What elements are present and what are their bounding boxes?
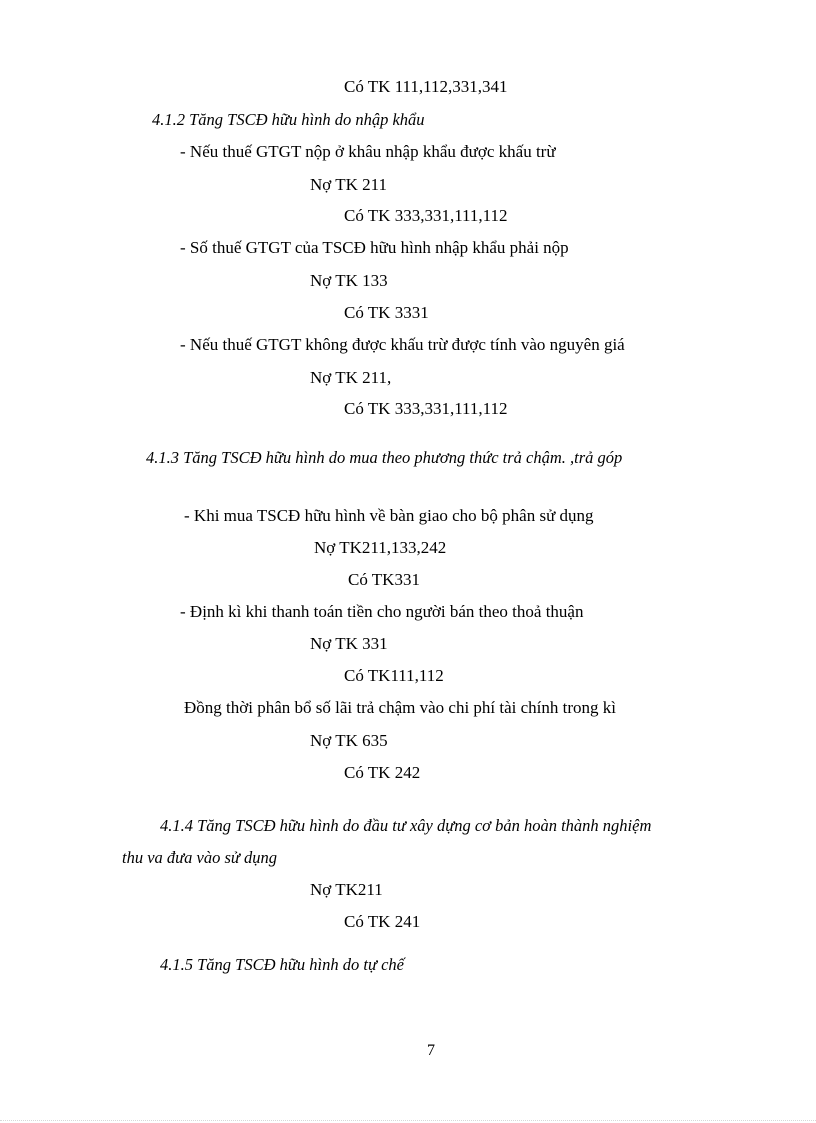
text-line: Nợ TK211 [310, 880, 383, 899]
text-line: Nợ TK 211 [310, 175, 387, 194]
text-line: Có TK331 [348, 570, 420, 589]
section-heading-4-1-2: 4.1.2 Tăng TSCĐ hữu hình do nhập khẩu [152, 110, 425, 129]
text-line: - Số thuế GTGT của TSCĐ hữu hình nhập khẩu phải nộp [180, 238, 569, 257]
text-line: - Nếu thuế GTGT nộp ở khâu nhập khẩu được khấu trừ [180, 142, 556, 161]
section-heading-4-1-4: 4.1.4 Tăng TSCĐ hữu hình do đầu tư xây dựng cơ bản hoàn thành nghiệm [160, 816, 652, 835]
text-line: Nợ TK211,133,242 [314, 538, 447, 557]
page-bottom-divider [0, 1120, 816, 1121]
text-line: Có TK 242 [344, 763, 421, 782]
text-line: Có TK 3331 [344, 303, 429, 322]
text-line: - Nếu thuế GTGT không được khấu trừ được tính vào nguyên giá [180, 335, 625, 354]
section-heading-4-1-4-continued: thu va đưa vào sử dụng [122, 848, 278, 867]
text-line: Nợ TK 133 [310, 271, 388, 290]
text-line: - Định kì khi thanh toán tiền cho người bán theo thoả thuận [180, 602, 584, 621]
text-line: Có TK 333,331,111,112 [344, 206, 508, 225]
section-heading-4-1-5: 4.1.5 Tăng TSCĐ hữu hình do tự chế [160, 955, 404, 974]
text-line: Đồng thời phân bổ số lãi trả chậm vào chi phí tài chính trong kì [184, 698, 617, 717]
text-line: - Khi mua TSCĐ hữu hình về bàn giao cho bộ phân sử dụng [184, 506, 594, 525]
text-line: Có TK 241 [344, 912, 421, 931]
text-line: Có TK 111,112,331,341 [344, 77, 508, 96]
section-heading-4-1-3: 4.1.3 Tăng TSCĐ hữu hình do mua theo phương thức trả chậm. ,trả góp [146, 448, 623, 467]
text-line: Có TK111,112 [344, 666, 444, 685]
text-line: Nợ TK 331 [310, 634, 388, 653]
text-line: Nợ TK 635 [310, 731, 388, 750]
text-line: Nợ TK 211, [310, 368, 392, 387]
text-line: Có TK 333,331,111,112 [344, 399, 508, 418]
page-number: 7 [427, 1042, 435, 1059]
